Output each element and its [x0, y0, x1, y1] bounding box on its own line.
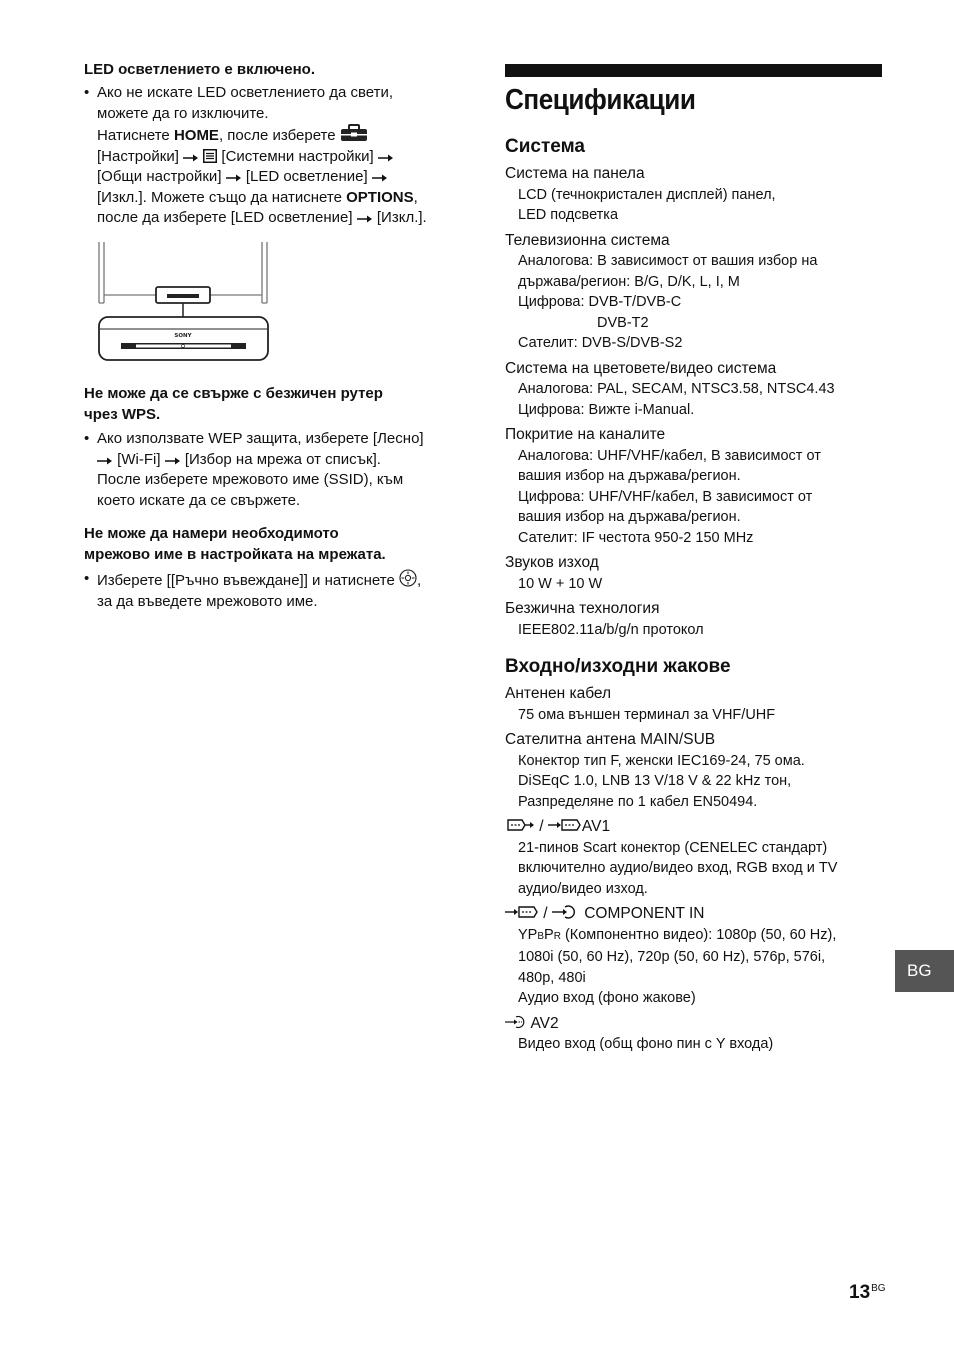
av1-label: AV1	[581, 818, 611, 835]
bullet-dot: •	[84, 430, 90, 447]
net-bullet	[84, 569, 460, 612]
spec-label: Звуков изход	[505, 554, 599, 571]
component-value-1-rest: (Компонентно видео): 1080p (50, 60 Hz),	[560, 926, 837, 943]
spec-value: Конектор тип F, женски IEC169-24, 75 ома.	[518, 752, 805, 769]
spec-value: 10 W + 10 W	[518, 575, 603, 592]
wps-line-2	[97, 450, 460, 471]
spec-value: вашия избор на държава/регион.	[518, 468, 741, 484]
ypbpr-p: P	[544, 926, 554, 943]
wps-section	[84, 383, 460, 511]
led-line-4-a: [Настройки]	[97, 147, 184, 165]
net-title-1: Не може да намери необходимото	[84, 525, 339, 542]
spec-value: аудио/видео изход.	[518, 880, 648, 897]
spec-label: Покритие на каналите	[505, 426, 666, 443]
spec-label: Безжична технология	[505, 600, 660, 617]
component-input-icon	[505, 904, 539, 920]
led-section	[84, 59, 460, 229]
language-tab: BG	[895, 950, 954, 992]
enter-button-icon	[399, 569, 417, 587]
arrow-right-icon	[183, 153, 199, 163]
led-line-3-pre: Натиснете	[97, 127, 174, 144]
led-line-3-post: , после изберете	[218, 127, 340, 144]
led-line-7-a: после да изберете [LED осветление]	[97, 209, 357, 226]
ypbpr-b: B	[537, 930, 545, 942]
net-line-1	[97, 569, 460, 592]
wps-line-1: Ако използвате WEP защита, изберете [Лесно]	[97, 430, 424, 447]
bullet-dot: •	[84, 570, 90, 587]
system-heading: Система	[505, 136, 585, 157]
options-key: OPTIONS	[346, 188, 414, 206]
spec-value: Аналогова: PAL, SECAM, NTSC3.58, NTSC4.43	[518, 381, 835, 397]
sony-logo: SONY	[174, 333, 192, 339]
section-rule	[505, 64, 882, 77]
arrow-right-icon	[97, 456, 113, 466]
led-line-2: можете да го изключите.	[97, 104, 269, 122]
spec-value: Цифрова: UHF/VHF/кабел, В зависимост от	[518, 488, 813, 505]
spec-value: Аудио вход (фоно жакове)	[518, 990, 696, 1006]
wps-title-2: чрез WPS.	[84, 406, 161, 423]
arrow-right-icon	[226, 173, 242, 183]
spec-value: IEEE802.11a/b/g/n протокол	[518, 621, 704, 638]
led-line-1: Ако не искате LED осветлението да свети,	[97, 84, 394, 101]
bullet-dot: •	[84, 84, 90, 101]
spec-value: Разпределяне по 1 кабел EN50494.	[518, 793, 758, 810]
net-line-1-a: Изберете [[Ръчно въвеждане]] и натиснете	[97, 572, 399, 589]
network-section	[84, 523, 460, 612]
arrow-right-icon	[378, 153, 394, 163]
spec-value: Цифрова: Вижте i-Manual.	[518, 401, 695, 418]
spec-value: 1080i (50, 60 Hz), 720p (50, 60 Hz), 576p, 576i,	[518, 949, 826, 965]
wps-line-3: После изберете мрежовото име (SSID), към	[97, 471, 404, 488]
spec-value: вашия избор на държава/регион.	[518, 509, 741, 525]
wps-line-4: което искате да се свържете.	[97, 491, 301, 509]
spec-value: 480p, 480i	[518, 969, 586, 986]
slash: /	[539, 905, 552, 922]
page-number-suffix: BG	[871, 1283, 886, 1294]
wps-bullet	[84, 429, 460, 511]
wps-line-2-b: [Избор на мрежа от списък].	[180, 450, 381, 468]
page-number	[849, 1282, 886, 1304]
av2-label: AV2	[527, 1014, 559, 1032]
spec-value: Цифрова: DVB-T/DVB-C	[518, 294, 682, 310]
spec-value: държава/регион: B/G, D/K, L, I, M	[518, 273, 740, 290]
page-number-value: 13	[849, 1282, 871, 1303]
component-label-row	[505, 904, 885, 925]
led-line-6-b: ,	[413, 188, 418, 206]
spec-value: включително аудио/видео вход, RGB вход и TV	[518, 860, 838, 876]
home-key: HOME	[173, 127, 219, 144]
wps-line-2-a: [Wi-Fi]	[113, 450, 165, 468]
led-title: LED осветлението е включено.	[84, 61, 315, 78]
component-value-1	[505, 925, 885, 948]
spec-value: 21-пинов Scart конектор (CENELEC стандарт)	[518, 839, 828, 856]
spec-label: Система на панела	[505, 165, 645, 182]
spec-value: Сателит: DVB-S/DVB-S2	[518, 335, 683, 351]
ypbpr-y: YP	[518, 926, 538, 943]
av1-label-row	[505, 817, 885, 838]
net-line-1-b: ,	[417, 572, 422, 589]
arrow-right-icon	[165, 456, 181, 466]
net-line-2: за да въведете мрежовото име.	[97, 592, 318, 610]
audio-input-icon	[552, 904, 580, 920]
spec-value: DVB-T2	[597, 314, 649, 331]
net-title-2: мрежово име в настройката на мрежата.	[84, 546, 386, 563]
led-line-5-a: [Общи настройки]	[97, 168, 226, 185]
led-line-6-a: [Изкл.]. Можете също да натиснете	[97, 188, 347, 206]
led-line-4-b: [Системни настройки]	[217, 147, 378, 165]
toolbox-icon	[340, 124, 368, 142]
spec-label: Телевизионна система	[505, 231, 670, 249]
spec-value: DiSEqC 1.0, LNB 13 V/18 V & 22 kHz тон,	[518, 773, 792, 789]
spec-value: LED подсветка	[518, 207, 619, 223]
slash: /	[535, 818, 548, 835]
spec-value: Аналогова: UHF/VHF/кабел, В зависимост от	[518, 447, 821, 464]
wps-title-1: Не може да се свърже с безжичен рутер	[84, 385, 383, 402]
component-label: COMPONENT IN	[579, 905, 705, 922]
led-bullet	[84, 83, 460, 229]
arrow-right-icon	[357, 214, 373, 224]
video-input-icon	[505, 1014, 527, 1030]
spec-value: 75 ома външен терминал за VHF/UHF	[518, 706, 776, 723]
led-line-5	[97, 167, 460, 188]
scart-io-icon	[505, 817, 535, 833]
page-title: Спецификации	[505, 84, 696, 116]
led-line-7	[97, 208, 460, 229]
led-line-5-b: [LED осветление]	[241, 168, 372, 185]
led-line-4	[97, 147, 460, 168]
spec-value: Аналогова: В зависимост от вашия избор на	[518, 253, 818, 269]
ypbpr-r: R	[553, 930, 561, 942]
led-line-7-b: [Изкл.].	[372, 209, 427, 226]
spec-label: Сателитна антена MAIN/SUB	[505, 731, 716, 748]
spec-value: LCD (течнокристален дисплей) панел,	[518, 186, 776, 203]
tv-led-illustration	[96, 240, 272, 364]
spec-label: Антенен кабел	[505, 685, 612, 702]
led-line-3	[97, 124, 460, 147]
scart-input-icon	[548, 817, 582, 833]
av2-label-row	[505, 1014, 885, 1035]
spec-value: Видео вход (общ фоно пин с Y входа)	[518, 1036, 774, 1052]
arrow-right-icon	[372, 173, 388, 183]
spec-label: Система на цветовете/видео система	[505, 359, 777, 377]
led-line-6	[97, 188, 460, 209]
specs-section	[505, 82, 885, 1055]
io-heading: Входно/изходни жакове	[505, 656, 731, 677]
system-settings-icon	[203, 149, 217, 163]
spec-value: Сателит: IF честота 950-2 150 MHz	[518, 529, 754, 546]
